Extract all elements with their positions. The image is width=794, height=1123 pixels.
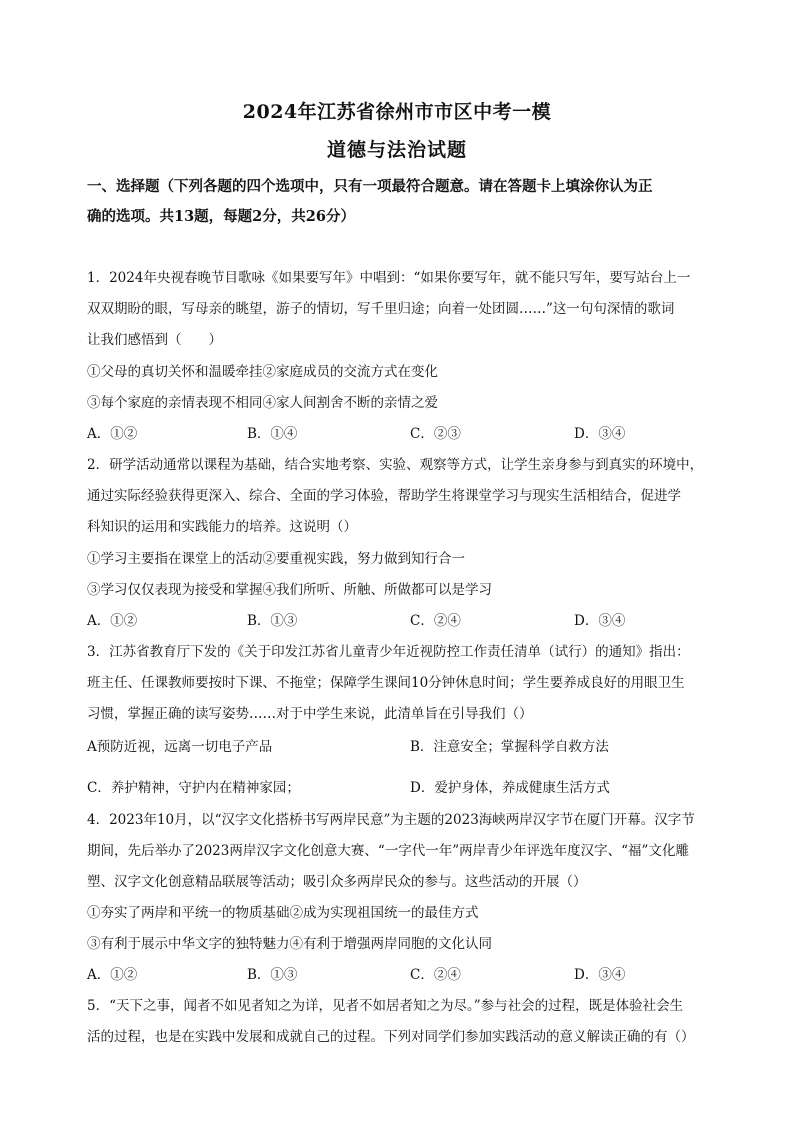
question-2-statement: ③学习仅仅表现为接受和掌握④我们所听、所触、所做都可以是学习 — [87, 582, 492, 598]
question-1-statement: ①父母的真切关怀和温暖牵挂②家庭成员的交流方式在变化 — [87, 364, 438, 380]
option-a: A．①② — [87, 967, 138, 983]
question-5-line: 活的过程，也是在实践中发展和成就自己的过程。下列对同学们参加实践活动的意义解读正确的有（） — [87, 1029, 695, 1045]
question-2-line: 通过实际经验获得更深入、综合、全面的学习体验，帮助学生将课堂学习与现实生活相结合，促进学 — [87, 488, 681, 504]
option-b: B．①③ — [247, 967, 298, 983]
option-c: C．养护精神，守护内在精神家园； — [87, 780, 300, 796]
question-3-line: 班主任、任课教师要按时下课、不拖堂；保障学生课间10分钟休息时间；学生要养成良好的用眼卫生 — [87, 675, 685, 691]
section-heading-line: 确的选项。共13题，每题2分，共26分） — [87, 208, 355, 225]
question-2-line: 科知识的运用和实践能力的培养。这说明（） — [87, 519, 357, 535]
option-d: D．③④ — [574, 967, 626, 983]
question-3-line: 3．江苏省教育厅下发的《关于印发江苏省儿童青少年近视防控工作责任清单（试行）的通知》指出： — [87, 644, 690, 660]
option-c: C．②③ — [410, 426, 461, 442]
question-1-statement: ③每个家庭的亲情表现不相同④家人间割舍不断的亲情之爱 — [87, 395, 438, 411]
option-d: D．③④ — [574, 426, 626, 442]
question-4-statement: ①夯实了两岸和平统一的物质基础②成为实现祖国统一的最佳方式 — [87, 905, 479, 921]
option-a: A预防近视，远离一切电子产品 — [87, 739, 273, 755]
option-b: B．注意安全；掌握科学自救方法 — [410, 739, 609, 755]
question-2-statement: ①学习主要指在课堂上的活动②要重视实践，努力做到知行合一 — [87, 551, 465, 567]
question-4-line: 塑、汉字文化创意精品联展等活动；吸引众多两岸民众的参与。这些活动的开展（） — [87, 874, 587, 890]
question-4-statement: ③有利于展示中华文字的独特魅力④有利于增强两岸同胞的文化认同 — [87, 936, 492, 952]
option-d: D．③④ — [574, 613, 626, 629]
option-c: C．②④ — [410, 967, 461, 983]
question-5-line: 5．“天下之事，闻者不如见者知之为详，见者不如居者知之为尽。”参与社会的过程，既是体验社会生 — [87, 998, 684, 1014]
question-2-line: 2．研学活动通常以课程为基础，结合实地考察、实验、观察等方式，让学生亲身参与到真实的环境中， — [87, 457, 704, 473]
question-1-line: 让我们感悟到（ ） — [87, 332, 222, 348]
option-c: C．②④ — [410, 613, 461, 629]
question-1-line: 1．2024年央视春晚节目歌咏《如果要写年》中唱到：“如果你要写年，就不能只写年，要写站台上一 — [87, 270, 691, 286]
question-1-line: 双双期盼的眼，写母亲的眺望，游子的情切，写千里归途；向着一处团圆……”这一句句深情的歌词 — [87, 301, 675, 317]
page-subtitle: 道德与法治试题 — [326, 139, 467, 161]
question-4-line: 期间，先后举办了2023两岸汉字文化创意大赛、“一字代一年”两岸青少年评选年度汉字、“福”文化雕 — [87, 843, 689, 859]
question-4-line: 4．2023年10月，以“汉字文化搭桥书写两岸民意”为主题的2023海峡两岸汉字节在厦门开幕。汉字节 — [87, 812, 695, 828]
option-b: B．①③ — [247, 613, 298, 629]
option-a: A．①② — [87, 613, 138, 629]
option-d: D．爱护身体，养成健康生活方式 — [410, 780, 610, 796]
section-heading — [87, 172, 727, 232]
section-heading-line: 一、选择题（下列各题的四个选项中，只有一项最符合题意。请在答题卡上填涂你认为正 — [87, 178, 653, 195]
page-title: 2024年江苏省徐州市市区中考一模 — [242, 101, 552, 123]
option-a: A．①② — [87, 426, 138, 442]
question-3-line: 习惯，掌握正确的读写姿势……对于中学生来说，此清单旨在引导我们（） — [87, 706, 533, 722]
option-b: B．①④ — [247, 426, 298, 442]
